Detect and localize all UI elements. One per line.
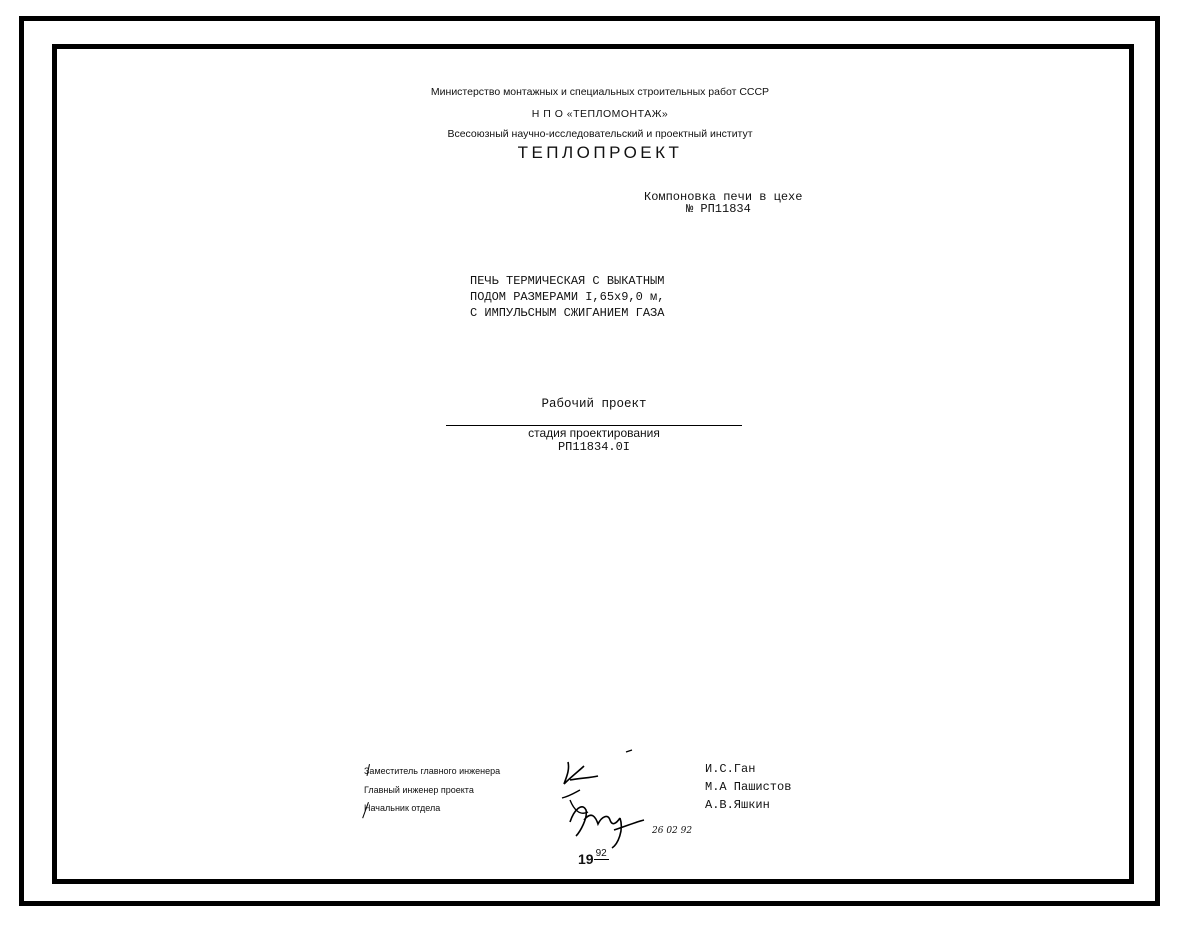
furnace-title bbox=[470, 273, 730, 321]
layout-number: № РП11834 bbox=[686, 202, 751, 216]
year-prefix: 19 bbox=[578, 851, 594, 867]
role-chief-project-engineer: Главный инженер проекта bbox=[364, 785, 474, 795]
layout-title: Компоновка печи в цехе bbox=[644, 190, 803, 204]
ministry-line: Министерство монтажных и специальных строительных работ СССР bbox=[430, 86, 770, 98]
role-deputy-chief-engineer: Заместитель главного инженера bbox=[364, 766, 501, 776]
npo-line: Н П О «ТЕПЛОМОНТАЖ» bbox=[531, 108, 669, 120]
project-code: РП11834.0I bbox=[557, 440, 630, 454]
furnace-title-line2: ПОДОМ РАЗМЕРАМИ I,65х9,0 м, bbox=[470, 290, 665, 304]
signature-date: 26 02 92 bbox=[652, 826, 693, 836]
handwritten-signatures bbox=[540, 740, 700, 860]
stage-label: стадия проектирования bbox=[528, 426, 660, 440]
name-chief-project-engineer: М.А Пашистов bbox=[705, 780, 792, 794]
organization-name: ТЕПЛОПРОЕКТ bbox=[517, 143, 683, 162]
name-deputy-chief-engineer: И.С.Ган bbox=[705, 762, 756, 776]
role-department-head: Начальник отдела bbox=[364, 803, 441, 813]
project-type: Рабочий проект bbox=[541, 397, 647, 411]
year-suffix: 92 bbox=[595, 848, 607, 859]
institute-line: Всесоюзный научно-исследовательский и проектный институт bbox=[447, 128, 753, 140]
furnace-title-line3: С ИМПУЛЬСНЫМ СЖИГАНИЕМ ГАЗА bbox=[470, 306, 665, 320]
furnace-title-line1: ПЕЧЬ ТЕРМИЧЕСКАЯ С ВЫКАТНЫМ bbox=[470, 274, 665, 288]
year bbox=[578, 848, 609, 867]
name-department-head: А.В.Яшкин bbox=[705, 798, 770, 812]
